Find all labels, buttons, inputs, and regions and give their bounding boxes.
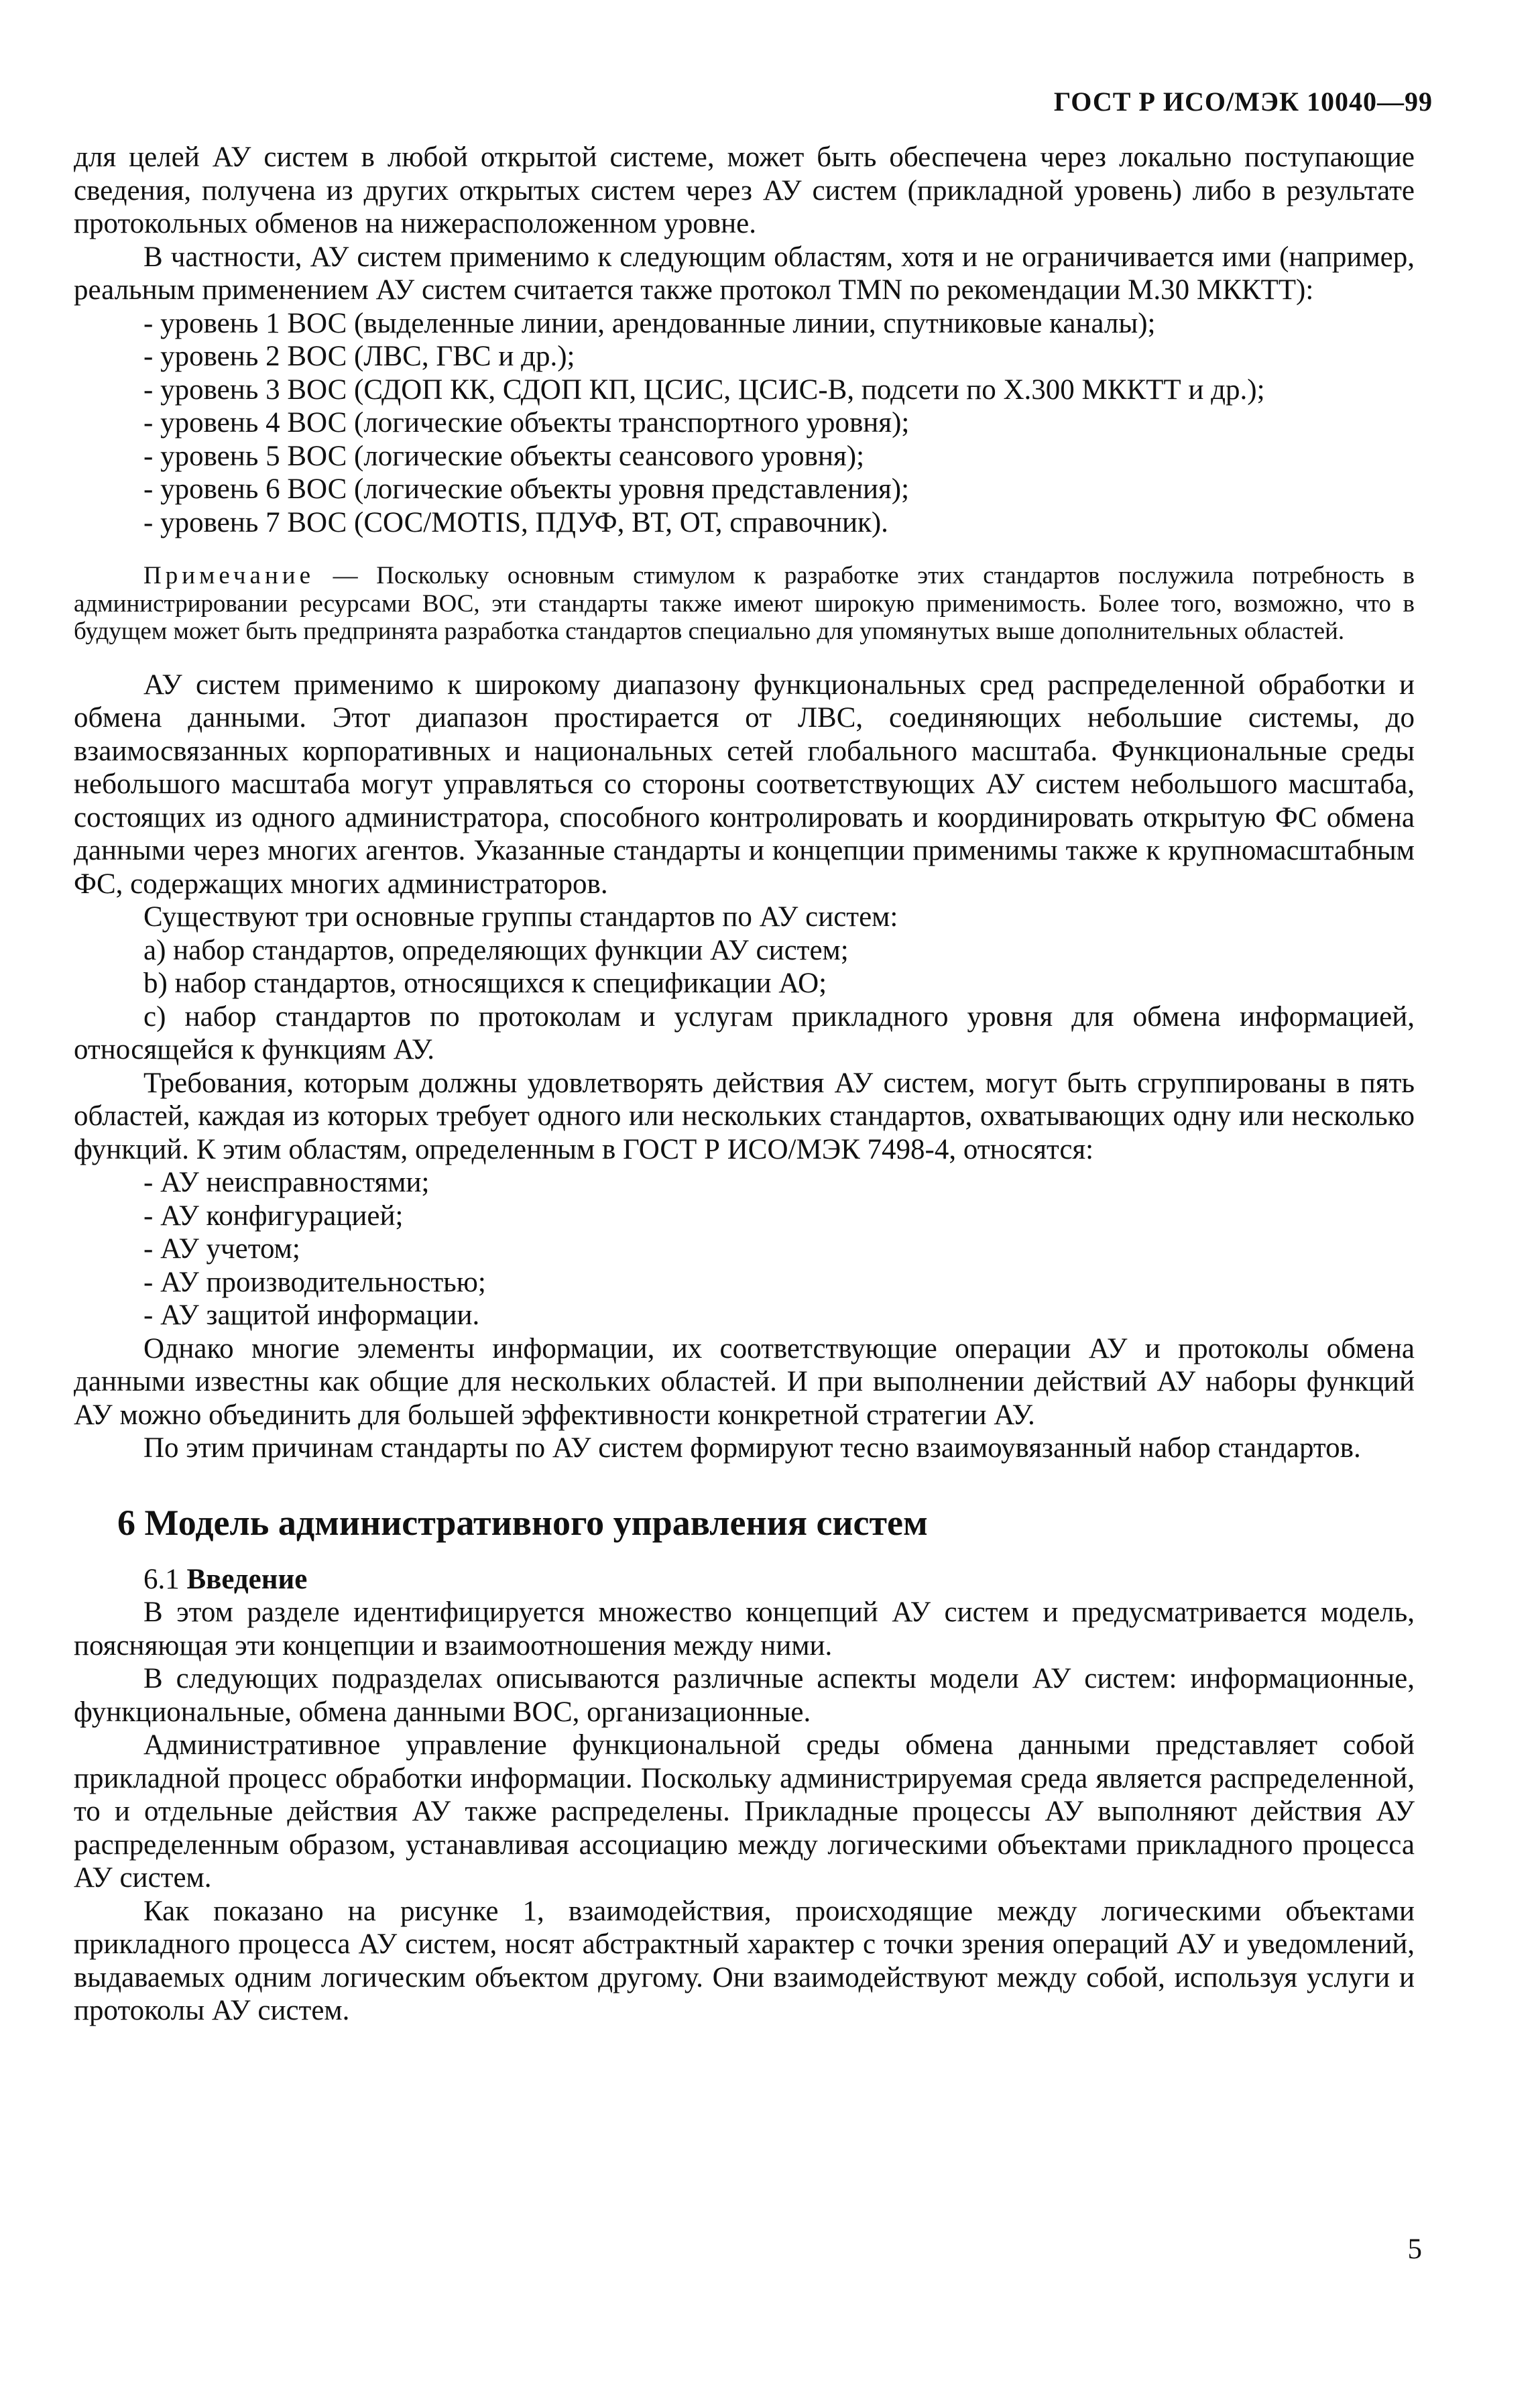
page-header: ГОСТ Р ИСО/МЭК 10040—99 (1053, 86, 1433, 117)
list-item: a) набор стандартов, определяющих функции АУ систем; (143, 934, 849, 966)
paragraph: По этим причинам стандарты по АУ систем формируют тесно взаимоувязанный набор стандартов. (143, 1432, 1361, 1464)
list-item: - АУ неисправностями; (143, 1167, 430, 1198)
management-areas-list (74, 1166, 1415, 1332)
list-item: - АУ конфигурацией; (143, 1200, 404, 1232)
section-heading: 6 Модель административного управления систем (117, 1502, 928, 1543)
list-item: - АУ учетом; (143, 1233, 300, 1265)
subsection-title: Введение (186, 1563, 308, 1595)
note-label: Примечание (143, 562, 314, 589)
paragraph: В частности, АУ систем применимо к следующим областям, хотя и не ограничивается ими (например, реальным применением АУ систем считается также протокол TMN по рекомендации М.30 МККТТ): (74, 241, 1415, 306)
paragraph: Как показано на рисунке 1, взаимодействия, происходящие между логическими объектами прикладного процесса АУ систем, носят абстрактный характер с точки зрения операций АУ и уведомлений, выдаваемых одним логическим объектом другому. Они взаимодействуют между собой, используя услуги и протоколы АУ систем. (74, 1895, 1415, 2026)
list-item: - уровень 4 ВОС (логические объекты транспортного уровня); (143, 407, 910, 439)
page-number: 5 (1407, 2233, 1422, 2265)
paragraph: В этом разделе идентифицируется множество концепций АУ систем и предусматривается модель, поясняющая эти концепции и взаимоотношения между ними. (74, 1596, 1415, 1662)
list-item: - уровень 1 ВОС (выделенные линии, арендованные линии, спутниковые каналы); (143, 307, 1156, 339)
subsection-heading (74, 1563, 1415, 1596)
standards-groups-list (74, 934, 1415, 1000)
list-item: - уровень 3 ВОС (СДОП КК, СДОП КП, ЦСИС, ЦСИС-В, подсети по Х.300 МККТТ и др.); (143, 373, 1265, 406)
page-content (74, 141, 1415, 2028)
list-item: - уровень 2 ВОС (ЛВС, ГВС и др.); (143, 341, 575, 372)
paragraph: Требования, которым должны удовлетворять действия АУ систем, могут быть сгруппированы в пять областей, каждая из которых требует одного или нескольких стандартов, охватывающих одну или несколько функций. К этим областям, определенным в ГОСТ Р ИСО/МЭК 7498-4, относятся: (74, 1067, 1415, 1165)
list-item: c) набор стандартов по протоколам и услугам прикладного уровня для обмена информацией, относящейся к функциям АУ. (74, 1000, 1415, 1065)
paragraph: Административное управление функциональной среды обмена данными представляет собой прикладной процесс обработки информации. Поскольку администрируемая среда является распределенной, то и отдельные действия АУ также распределены. Прикладные процессы АУ выполняют действия АУ распределенным образом, устанавливая ассоциацию между логическими объектами прикладного процесса АУ систем. (74, 1729, 1415, 1894)
list-item: - АУ производительностью; (143, 1266, 486, 1298)
list-item: - уровень 6 ВОС (логические объекты уровня представления); (143, 473, 910, 505)
list-item: - АУ защитой информации. (143, 1299, 480, 1331)
paragraph: В следующих подразделах описываются различные аспекты модели АУ систем: информационные, функциональные, обмена данными ВОС, организационные. (74, 1663, 1415, 1728)
paragraph: для целей АУ систем в любой открытой системе, может быть обеспечена через локально поступающие сведения, получена из других открытых систем через АУ систем (прикладной уровень) либо в результате протокольных обменов на нижерасположенном уровне. (74, 141, 1415, 239)
subsection-number: 6.1 (143, 1563, 187, 1595)
osi-levels-list (74, 307, 1415, 540)
paragraph: АУ систем применимо к широкому диапазону функциональных сред распределенной обработки и обмена данными. Этот диапазон простирается от ЛВС, соединяющих небольшие системы, до взаимосвязанных корпоративных и национальных сетей глобального масштаба. Функциональные среды небольшого масштаба могут управляться со стороны соответствующих АУ систем небольшого масштаба, состоящих из одного администратора, способного контролировать и координировать открытую ФС обмена данными через многих агентов. Указанные стандарты и концепции применимы также к крупномасштабным ФС, содержащих многих администраторов. (74, 669, 1415, 900)
note (74, 562, 1415, 646)
list-item: - уровень 5 ВОС (логические объекты сеансового уровня); (143, 440, 865, 472)
paragraph: Существуют три основные группы стандартов по АУ систем: (143, 901, 898, 933)
list-item: - уровень 7 ВОС (СОС/MOTIS, ПДУФ, ВТ, ОТ, справочник). (143, 506, 888, 538)
paragraph: Однако многие элементы информации, их соответствующие операции АУ и протоколы обмена данными известны как общие для нескольких областей. И при выполнении действий АУ наборы функций АУ можно объединить для большей эффективности конкретной стратегии АУ. (74, 1332, 1415, 1431)
list-item: b) набор стандартов, относящихся к спецификации АО; (143, 968, 827, 999)
note-text: — Поскольку основным стимулом к разработке этих стандартов послужила потребность в администрировании ресурсами ВОС, эти стандарты также имеют широкую применимость. Более того, возможно, что в будущем может быть предпринята разработка стандартов специально для упомянутых выше дополнительных областей. (74, 562, 1415, 645)
